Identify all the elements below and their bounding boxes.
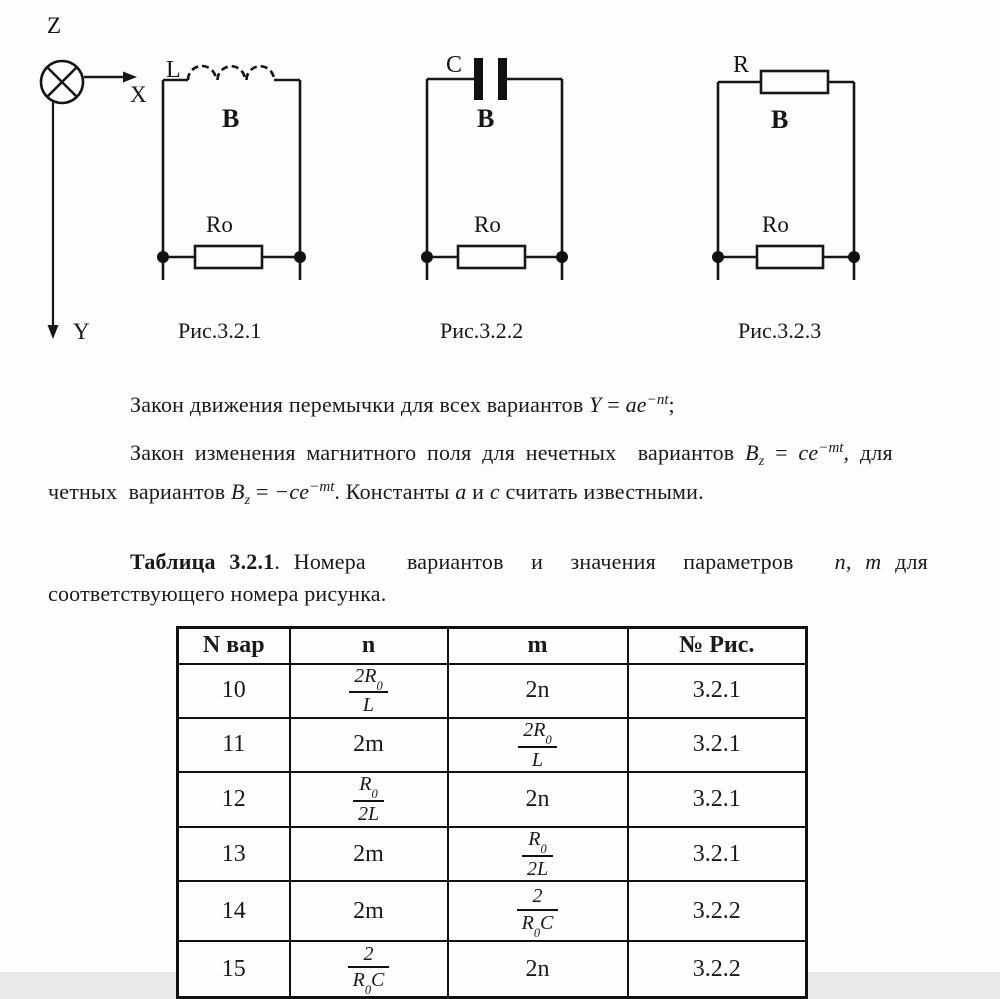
table-row [178,664,807,718]
variant-cell: 12 [178,772,290,827]
fig-cell: 3.2.1 [628,664,807,718]
text-run: , для [843,440,893,465]
junction-dot [157,251,169,263]
variant-cell: 13 [178,827,290,881]
y-axis-label: Y [73,319,90,344]
formula-subscript: z [244,493,251,508]
text-run: для [881,549,928,574]
m-cell: 2n [448,941,628,997]
field-label: B [222,104,240,133]
caption-params: n, m [834,549,882,574]
law-of-motion-line [48,392,934,418]
formula-equals: = [764,440,799,465]
junction-dot [421,251,433,263]
table-header-row [178,628,807,664]
resistor-symbol [757,246,823,268]
junction-dot [848,251,860,263]
law-of-field-line-2 [48,479,934,508]
constant-a: a [455,479,467,504]
fig-cell: 3.2.1 [628,718,807,772]
fraction: $\frac{R_0}{2L}$ [353,773,384,825]
fraction: $\frac{R_0}{2L}$ [522,828,553,880]
figure-2-circuit [421,52,568,343]
law-of-field-line-1 [48,440,934,469]
formula-exponent: −mt [309,479,335,495]
resistor-label: Ro [474,212,501,237]
table-row [178,941,807,997]
z-axis-label: Z [47,13,62,38]
formula-base: ae [625,392,647,417]
m-cell [448,881,628,941]
text-run: Закон движения перемычки для всех вариантов [130,392,590,417]
formula-variable: B [230,479,245,504]
n-cell [290,772,448,827]
variant-cell: 10 [178,664,290,718]
text-run: . Константы [334,479,456,504]
text-run: считать известными. [499,479,704,504]
resistor-top-label: R [733,52,750,78]
fraction: $\frac{2R_0}{L}$ [349,665,387,717]
variant-cell: 15 [178,941,290,997]
table-caption-line-1 [48,549,934,575]
header-n: n [290,628,448,664]
field-label: B [771,105,789,134]
m-cell [448,718,628,772]
figure-1-caption: Рис.3.2.1 [178,318,262,343]
y-axis-arrowhead [48,325,59,339]
m-cell [448,827,628,881]
text-run: . Номера вариантов и значения параметров [274,549,835,574]
n-cell [290,664,448,718]
figure-2-caption: Рис.3.2.2 [440,318,524,343]
table-row [178,718,807,772]
variant-cell: 11 [178,718,290,772]
table-row [178,772,807,827]
inductor-label: L [166,57,181,83]
formula-subscript: z [758,454,765,469]
text-run: и [466,479,490,504]
n-cell: 2m [290,881,448,941]
formula-variable: B [745,440,759,465]
m-cell: 2n [448,772,628,827]
fig-cell: 3.2.2 [628,941,807,997]
formula-variable: Y [589,392,602,417]
variant-cell: 14 [178,881,290,941]
variants-table [176,626,808,999]
formula-base: ce [798,440,819,465]
text-run: соответствующего номера рисунка. [48,581,387,606]
resistor-symbol [761,71,828,93]
table-caption-line-2 [48,581,934,607]
figure-1-circuit [157,57,306,343]
inductor-symbol [188,66,274,80]
formula-equals: = [601,392,626,417]
header-variant: N вар [178,628,290,664]
n-cell: 2m [290,827,448,881]
table-body [178,664,807,998]
m-cell: 2n [448,664,628,718]
fig-cell: 3.2.2 [628,881,807,941]
text-run: Закон изменения магнитного поля для нечетных вариантов [130,440,746,465]
n-cell: 2m [290,718,448,772]
table-row [178,881,807,941]
fig-cell: 3.2.1 [628,827,807,881]
field-label: B [477,104,495,133]
fraction: $\frac{2}{R_0C}$ [348,943,390,995]
formula-exponent: −nt [646,392,669,408]
table-row [178,827,807,881]
coordinate-axes [41,13,147,344]
text-run: четных вариантов [48,479,231,504]
fraction: $\frac{2}{R_0C}$ [517,885,559,937]
constant-c: c [489,479,500,504]
figures-canvas [0,0,1000,370]
resistor-label: Ro [206,212,233,237]
table-caption-number: Таблица 3.2.1 [130,549,275,574]
junction-dot [712,251,724,263]
formula-equals: = [250,479,275,504]
resistor-symbol [458,246,525,268]
capacitor-symbol [474,58,483,100]
formula-exponent: −mt [818,440,844,456]
resistor-symbol [195,246,262,268]
text-run: ; [668,392,675,417]
x-axis-arrowhead [123,72,137,83]
figure-3-caption: Рис.3.2.3 [738,318,822,343]
header-m: m [448,628,628,664]
junction-dot [556,251,568,263]
figure-3-circuit [712,52,860,343]
junction-dot [294,251,306,263]
fig-cell: 3.2.1 [628,772,807,827]
header-fig: № Рис. [628,628,807,664]
formula-base: −ce [274,479,310,504]
resistor-label: Ro [762,212,789,237]
circuit-wires [427,79,562,280]
n-cell [290,941,448,997]
fraction: $\frac{2R_0}{L}$ [518,719,556,771]
capacitor-label: C [446,52,463,78]
x-axis-label: X [130,82,147,107]
capacitor-symbol [498,58,507,100]
